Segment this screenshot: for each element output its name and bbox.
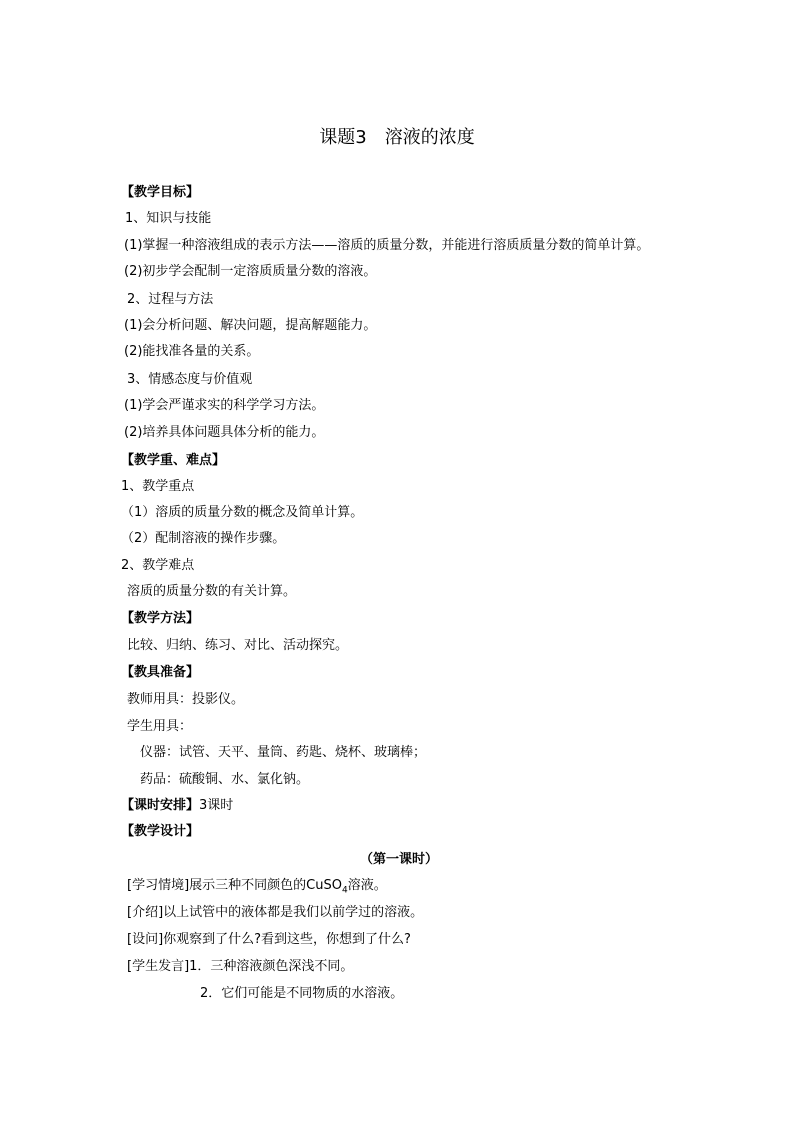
design-scene <box>127 877 387 895</box>
objective-2b: (2)能找准各量的关系。 <box>124 344 260 359</box>
key-difficulty-heading: 2、教学难点 <box>121 558 195 573</box>
objective-1-heading: 1、知识与技能 <box>125 211 212 226</box>
schedule-text: 3课时 <box>199 798 234 813</box>
section-heading-key-points: 【教学重、难点】 <box>121 453 226 468</box>
section-heading-schedule: 【课时安排】 <box>121 798 200 813</box>
section-heading-equipment: 【教具准备】 <box>121 665 200 680</box>
key-difficulty-a: 溶质的质量分数的有关计算。 <box>127 584 297 599</box>
equipment-student: 学生用具： <box>127 719 193 734</box>
equipment-chemicals: 药品：硫酸铜、水、氯化钠。 <box>140 772 310 787</box>
design-scene-subscript: 4 <box>341 885 348 896</box>
key-focus-heading: 1、教学重点 <box>121 479 195 494</box>
equipment-teacher: 教师用具：投影仪。 <box>127 692 245 707</box>
section-heading-design: 【教学设计】 <box>121 824 200 839</box>
design-scene-text: [学习情境]展示三种不同颜色的CuSO <box>127 878 342 893</box>
design-student-1: [学生发言]1．三种溶液颜色深浅不同。 <box>127 959 354 974</box>
objective-3-heading: 3、情感态度与价值观 <box>127 372 253 387</box>
objective-3b: (2)培养具体问题具体分析的能力。 <box>124 425 325 440</box>
objective-2-heading: 2、过程与方法 <box>127 292 214 307</box>
objective-1a: (1)掌握一种溶液组成的表示方法——溶质的质量分数，并能进行溶质质量分数的简单计算。 <box>124 238 650 253</box>
section-heading-methods: 【教学方法】 <box>121 611 200 626</box>
objective-3a: (1)学会严谨求实的科学学习方法。 <box>124 398 325 413</box>
key-focus-a: （1）溶质的质量分数的概念及简单计算。 <box>121 505 364 520</box>
lesson-heading: （第一课时） <box>360 852 439 867</box>
objective-2a: (1)会分析问题、解决问题，提高解题能力。 <box>124 318 377 333</box>
design-scene-suffix: 溶液。 <box>347 878 387 893</box>
equipment-instruments: 仪器：试管、天平、量筒、药匙、烧杯、玻璃棒； <box>140 745 427 760</box>
section-heading-objectives: 【教学目标】 <box>121 185 200 200</box>
schedule-line <box>121 797 233 815</box>
objective-1b: (2)初步学会配制一定溶质质量分数的溶液。 <box>124 264 377 279</box>
design-question: [设问]你观察到了什么?看到这些，你想到了什么? <box>127 932 411 947</box>
page-title: 课题3 溶液的浓度 <box>319 127 475 148</box>
design-student-2: 2．它们可能是不同物质的水溶液。 <box>200 986 404 1001</box>
methods-text: 比较、归纳、练习、对比、活动探究。 <box>127 638 349 653</box>
key-focus-b: （2）配制溶液的操作步骤。 <box>121 531 286 546</box>
design-intro: [介绍]以上试管中的液体都是我们以前学过的溶液。 <box>127 905 424 920</box>
